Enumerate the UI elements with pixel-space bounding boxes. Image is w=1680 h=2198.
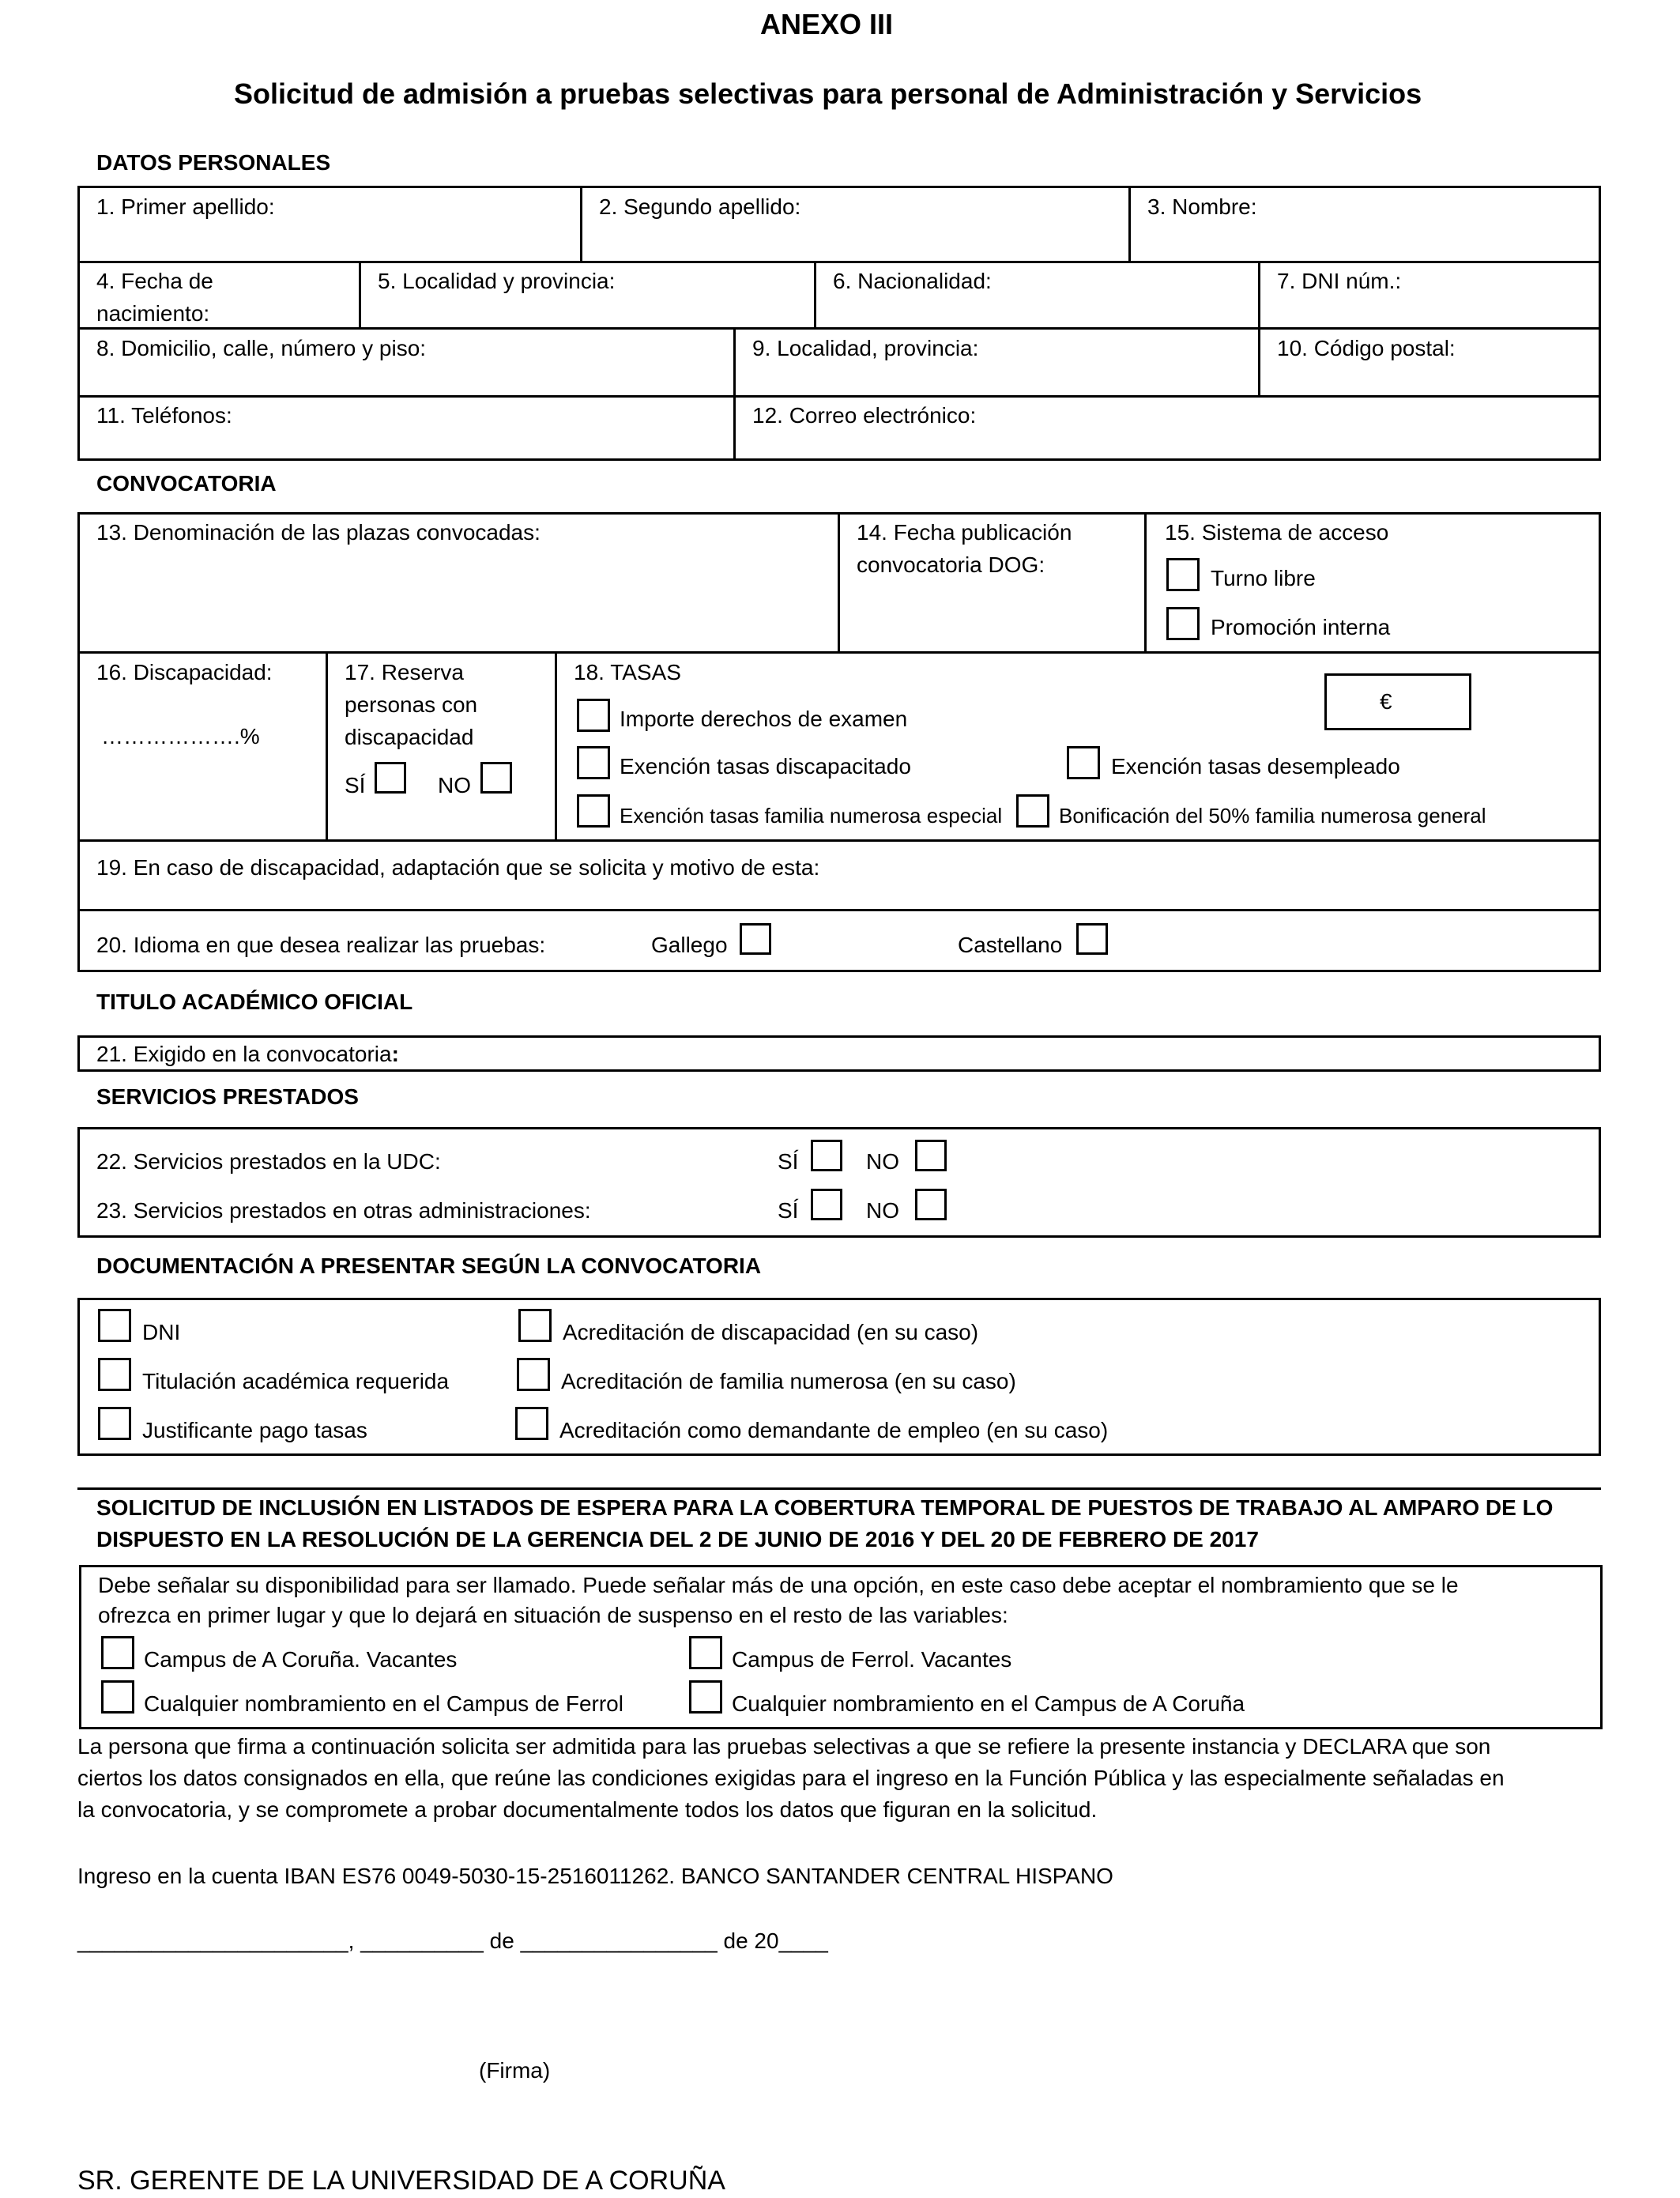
field-codigo-postal[interactable]: 10. Código postal: [1277,336,1456,360]
field-localidad-provincia-domicilio[interactable]: 9. Localidad, provincia: [752,336,979,360]
checkbox-reserva-no[interactable] [480,762,512,794]
listados-heading-line2: DISPUESTO EN LA RESOLUCIÓN DE LA GERENCIA DEL 2 DE JUNIO DE 2016 Y DEL 20 DE FEBRERO DE 2017 [96,1527,1259,1551]
field-reserva-line3: discapacidad [345,725,474,749]
divider [1258,261,1260,329]
listados-intro-line1: Debe señalar su disponibilidad para ser llamado. Puede señalar más de una opción, en este caso debe aceptar el nombramiento que se le [98,1573,1459,1597]
declaracion-line1: La persona que firma a continuación solicita ser admitida para las pruebas selectivas a que se refiere la presente instancia y DECLARA que son [77,1734,1491,1759]
field-fecha-publicacion-line2: convocatoria DOG: [857,552,1045,577]
divider [77,261,1601,263]
checkbox-gallego[interactable] [740,923,771,955]
declaracion-line2: ciertos los datos consignados en ella, que reúne las condiciones exigidas para el ingreso en la Función Pública y las especialmente señaladas en [77,1766,1505,1790]
divider [77,909,1601,911]
checkbox-acreditacion-empleo[interactable] [515,1407,548,1440]
field-telefonos[interactable]: 11. Teléfonos: [96,403,232,428]
label-exencion-discapacitado: Exención tasas discapacitado [620,754,911,779]
divider [77,839,1601,842]
checkbox-dni[interactable] [98,1309,131,1342]
divider [555,651,557,841]
field-titulo-exigido[interactable] [96,1040,399,1068]
divider [838,512,840,653]
field-dni-num[interactable]: 7. DNI núm.: [1277,269,1402,293]
euro-symbol: € [1380,689,1392,714]
label-coruna-vacantes: Campus de A Coruña. Vacantes [144,1647,458,1672]
fecha-lugar-field[interactable]: ______________________, __________ de ________________ de 20____ [77,1928,828,1953]
checkbox-reserva-si[interactable] [375,762,406,794]
label-reserva-si: SÍ [345,773,366,797]
divider [326,651,328,841]
field-idioma: 20. Idioma en que desea realizar las pruebas: [96,933,546,957]
checkbox-castellano[interactable] [1076,923,1108,955]
field-fecha-publicacion[interactable]: 14. Fecha publicación [857,520,1072,545]
checkbox-acreditacion-discapacidad[interactable] [518,1309,552,1342]
label-cualquier-ferrol: Cualquier nombramiento en el Campus de Ferrol [144,1691,623,1716]
field-correo-electronico[interactable]: 12. Correo electrónico: [752,403,977,428]
section-heading-documentacion: DOCUMENTACIÓN A PRESENTAR SEGÚN LA CONVOCATORIA [96,1254,762,1278]
checkbox-exencion-discapacitado[interactable] [577,746,610,779]
field-denominacion-plazas[interactable]: 13. Denominación de las plazas convocadas: [96,520,541,545]
label-udc-si: SÍ [778,1149,799,1174]
firma-label: (Firma) [479,2058,551,2083]
listados-intro-line2: ofrezca en primer lugar y que lo dejará en situación de suspenso en el resto de las variables: [98,1603,1008,1627]
checkbox-justificante[interactable] [98,1407,131,1440]
label-otras-no: NO [866,1198,899,1223]
checkbox-acreditacion-familia[interactable] [517,1358,550,1391]
section-heading-convocatoria: CONVOCATORIA [96,471,277,496]
checkbox-promocion-interna[interactable] [1166,607,1200,640]
label-cualquier-coruna: Cualquier nombramiento en el Campus de A Coruña [732,1691,1245,1716]
divider [814,261,816,329]
label-importe-examen: Importe derechos de examen [620,707,908,731]
label-exencion-desempleado: Exención tasas desempleado [1111,754,1400,779]
field-nombre[interactable]: 3. Nombre: [1147,194,1257,219]
annex-title: ANEXO III [760,8,894,40]
label-acreditacion-discapacidad: Acreditación de discapacidad (en su caso) [563,1320,979,1344]
checkbox-ferrol-vacantes[interactable] [689,1636,722,1669]
divider [359,261,361,329]
field-domicilio[interactable]: 8. Domicilio, calle, número y piso: [96,336,427,360]
divider [733,327,736,397]
checkbox-udc-si[interactable] [811,1140,842,1171]
checkbox-exencion-familia-numerosa[interactable] [577,794,610,828]
section-heading-titulo-academico: TITULO ACADÉMICO OFICIAL [96,990,413,1014]
checkbox-importe-examen[interactable] [577,699,610,732]
field-titulo-exigido-label: 21. Exigido en la convocatoria [96,1042,392,1066]
field-primer-apellido[interactable]: 1. Primer apellido: [96,194,275,219]
field-reserva-line2: personas con [345,692,478,717]
form-title: Solicitud de admisión a pruebas selectivas para personal de Administración y Servicios [234,77,1422,110]
field-adaptacion-discapacidad[interactable]: 19. En caso de discapacidad, adaptación que se solicita y motivo de esta: [96,855,820,880]
field-fecha-nacimiento[interactable]: 4. Fecha de [96,269,213,293]
listados-heading-line1: SOLICITUD DE INCLUSIÓN EN LISTADOS DE ESPERA PARA LA COBERTURA TEMPORAL DE PUESTOS DE TRABAJO AL AMPARO DE LO [96,1495,1554,1520]
divider [1128,186,1131,262]
checkbox-turno-libre[interactable] [1166,558,1200,591]
checkbox-otras-no[interactable] [915,1189,947,1220]
divider [77,1487,1601,1490]
checkbox-coruna-vacantes[interactable] [101,1636,134,1669]
label-reserva-no: NO [438,773,471,797]
label-dni: DNI [142,1320,181,1344]
checkbox-otras-si[interactable] [811,1189,842,1220]
section-heading-datos-personales: DATOS PERSONALES [96,150,331,175]
field-servicios-udc: 22. Servicios prestados en la UDC: [96,1149,441,1174]
field-segundo-apellido[interactable]: 2. Segundo apellido: [599,194,801,219]
field-titulo-exigido-colon: : [391,1042,399,1066]
field-discapacidad-porcentaje[interactable]: ……………….% [101,724,260,748]
field-discapacidad: 16. Discapacidad: [96,660,273,684]
label-acreditacion-familia: Acreditación de familia numerosa (en su caso) [561,1369,1016,1393]
checkbox-cualquier-coruna[interactable] [689,1680,722,1714]
field-localidad-provincia[interactable]: 5. Localidad y provincia: [378,269,616,293]
field-importe-euros[interactable] [1324,673,1471,730]
field-reserva: 17. Reserva [345,660,464,684]
field-tasas: 18. TASAS [574,660,681,684]
checkbox-udc-no[interactable] [915,1140,947,1171]
divider [580,186,582,262]
field-fecha-nacimiento-line2: nacimiento: [96,301,210,326]
label-castellano: Castellano [958,933,1063,957]
label-udc-no: NO [866,1149,899,1174]
divider [77,395,1601,398]
checkbox-cualquier-ferrol[interactable] [101,1680,134,1714]
checkbox-titulacion[interactable] [98,1358,131,1391]
label-ferrol-vacantes: Campus de Ferrol. Vacantes [732,1647,1012,1672]
label-promocion-interna: Promoción interna [1211,615,1391,639]
label-titulacion: Titulación académica requerida [142,1369,450,1393]
label-turno-libre: Turno libre [1211,566,1316,590]
field-servicios-otras: 23. Servicios prestados en otras administraciones: [96,1198,591,1223]
label-exencion-familia-numerosa: Exención tasas familia numerosa especial [620,804,1003,828]
label-acreditacion-empleo: Acreditación como demandante de empleo (en su caso) [559,1418,1109,1442]
checkbox-exencion-desempleado[interactable] [1067,746,1100,779]
divider [1144,512,1147,653]
label-justificante: Justificante pago tasas [142,1418,367,1442]
label-otras-si: SÍ [778,1198,799,1223]
divider [1258,327,1260,397]
field-nacionalidad[interactable]: 6. Nacionalidad: [833,269,992,293]
label-bonificacion-familia: Bonificación del 50% familia numerosa general [1059,804,1486,828]
section-heading-servicios-prestados: SERVICIOS PRESTADOS [96,1084,359,1109]
checkbox-bonificacion-familia[interactable] [1016,794,1049,828]
label-gallego: Gallego [651,933,728,957]
iban-text: Ingreso en la cuenta IBAN ES76 0049-5030-15-2516011262. BANCO SANTANDER CENTRAL HISPANO [77,1864,1113,1888]
declaracion-line3: la convocatoria, y se compromete a probar documentalmente todos los datos que figuran en la solicitud. [77,1797,1098,1822]
divider [77,327,1601,330]
divider [733,395,736,460]
destinatario: SR. GERENTE DE LA UNIVERSIDAD DE A CORUÑA [77,2166,725,2196]
field-sistema-acceso: 15. Sistema de acceso [1165,520,1389,545]
